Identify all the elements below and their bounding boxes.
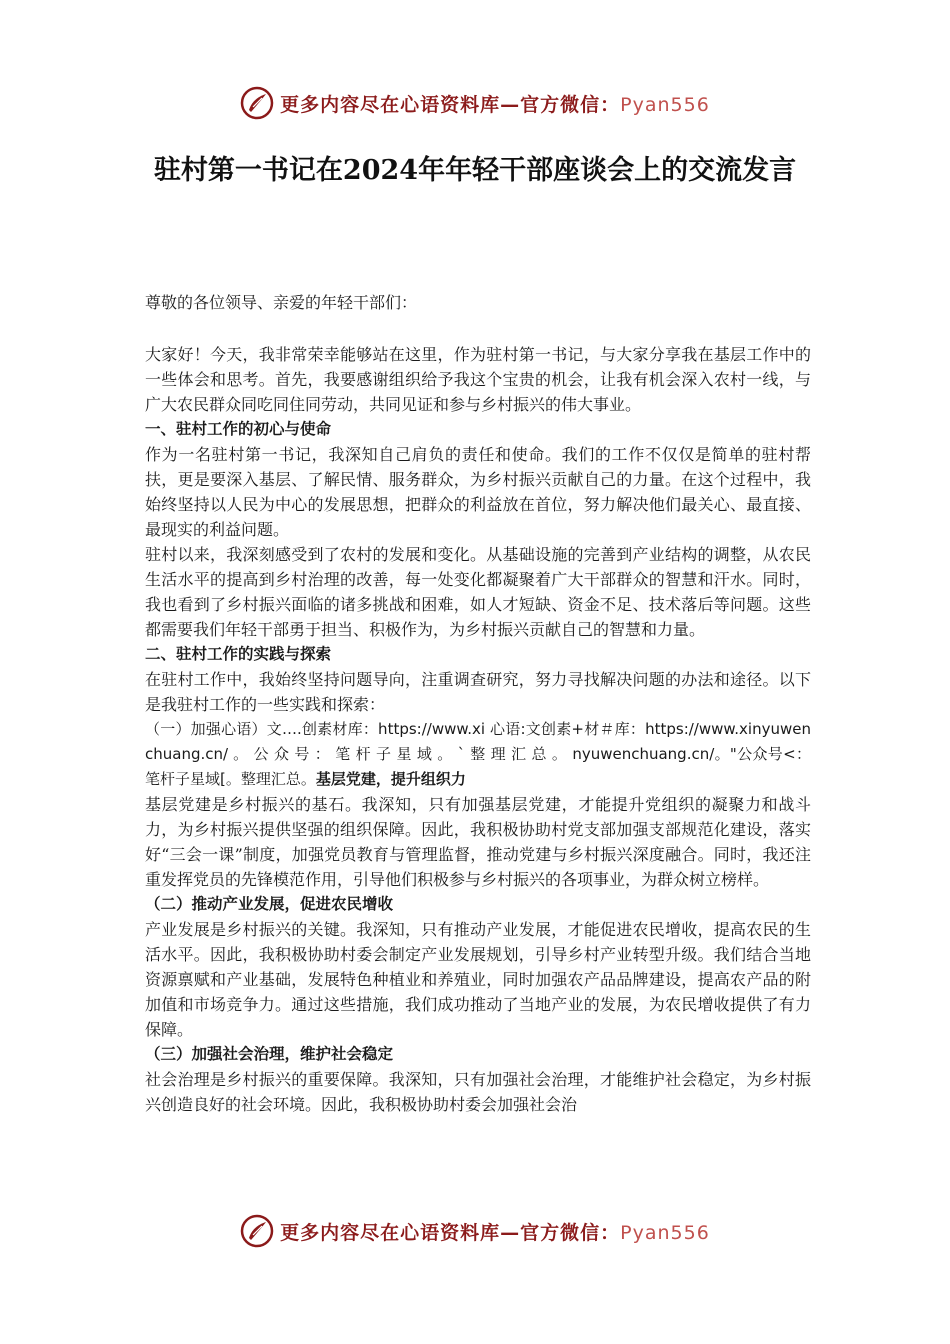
document-body: [145, 290, 811, 1117]
subsection1-heading: （一）加强心语）文….创素材库：https://www.xi 心语:文创素+材＃库：https://www.xinyuwenchuang.cn/ 。 公 众 号 ： 笔 杆 子 星 域 。 ` 整 理 汇 总 。 nyuwenchuang.cn/。"公众号<：笔杆子星域[。整理汇总。基层党建，提升组织力: [145, 720, 811, 788]
document-title: 驻村第一书记在2024年年轻干部座谈会上的交流发言: [153, 155, 797, 186]
section1-paragraph-1: 作为一名驻村第一书记，我深知自己肩负的责任和使命。我们的工作不仅仅是简单的驻村帮扶，更是要深入基层、了解民情、服务群众，为乡村振兴贡献自己的力量。在这个过程中，我始终坚持以人民为中心的发展思想，把群众的利益放在首位，努力解决他们最关心、最直接、最现实的利益问题。: [145, 445, 811, 539]
header-banner: [0, 83, 950, 123]
subsection3-paragraph: 社会治理是乡村振兴的重要保障。我深知，只有加强社会治理，才能维护社会稳定，为乡村振兴创造良好的社会环境。因此，我积极协助村委会加强社会治: [145, 1070, 811, 1114]
section2-heading: 二、驻村工作的实践与探索: [145, 645, 332, 663]
logo-icon: [240, 86, 274, 120]
subsection1-paragraph: 基层党建是乡村振兴的基石。我深知，只有加强基层党建，才能提升党组织的凝聚力和战斗力，为乡村振兴提供坚强的组织保障。因此，我积极协助村党支部加强支部规范化建设，落实好“三会一课”制度，加强党员教育与管理监督，推动党建与乡村振兴深度融合。同时，我还注重发挥党员的先锋模范作用，引导他们积极参与乡村振兴的各项事业，为群众树立榜样。: [145, 795, 811, 889]
section1-paragraph-2: 驻村以来，我深刻感受到了农村的发展和变化。从基础设施的完善到产业结构的调整，从农民生活水平的提高到乡村治理的改善，每一处变化都凝聚着广大干部群众的智慧和汗水。同时，我也看到了乡村振兴面临的诸多挑战和困难，如人才短缺、资金不足、技术落后等问题。这些都需要我们年轻干部勇于担当、积极作为，为乡村振兴贡献自己的智慧和力量。: [145, 545, 811, 639]
section1-heading: 一、驻村工作的初心与使命: [145, 420, 332, 438]
banner-text: 更多内容尽在心语资料库—官方微信：Pyan556: [280, 1221, 710, 1244]
banner-text: 更多内容尽在心语资料库—官方微信：Pyan556: [280, 93, 710, 116]
subsection2-heading: （二）推动产业发展，促进农民增收: [145, 895, 394, 913]
greeting: 尊敬的各位领导、亲爱的年轻干部们：: [145, 293, 418, 312]
footer-banner: [0, 1211, 950, 1251]
intro-paragraph: 大家好！今天，我非常荣幸能够站在这里，作为驻村第一书记，与大家分享我在基层工作中的一些体会和思考。首先，我要感谢组织给予我这个宝贵的机会，让我有机会深入农村一线，与广大农民群众同吃同住同劳动，共同见证和参与乡村振兴的伟大事业。: [145, 345, 811, 414]
subsection2-paragraph: 产业发展是乡村振兴的关键。我深知，只有推动产业发展，才能促进农民增收，提高农民的生活水平。因此，我积极协助村委会制定产业发展规划，引导乡村产业转型升级。我们结合当地资源禀赋和产业基础，发展特色种植业和养殖业，同时加强农产品品牌建设，提高农产品的附加值和市场竞争力。通过这些措施，我们成功推动了当地产业的发展，为农民增收提供了有力保障。: [145, 920, 811, 1039]
section2-paragraph-1: 在驻村工作中，我始终坚持问题导向，注重调查研究，努力寻找解决问题的办法和途径。以下是我驻村工作的一些实践和探索：: [145, 670, 811, 714]
subsection3-heading: （三）加强社会治理，维护社会稳定: [145, 1045, 394, 1063]
logo-icon: [240, 1214, 274, 1248]
